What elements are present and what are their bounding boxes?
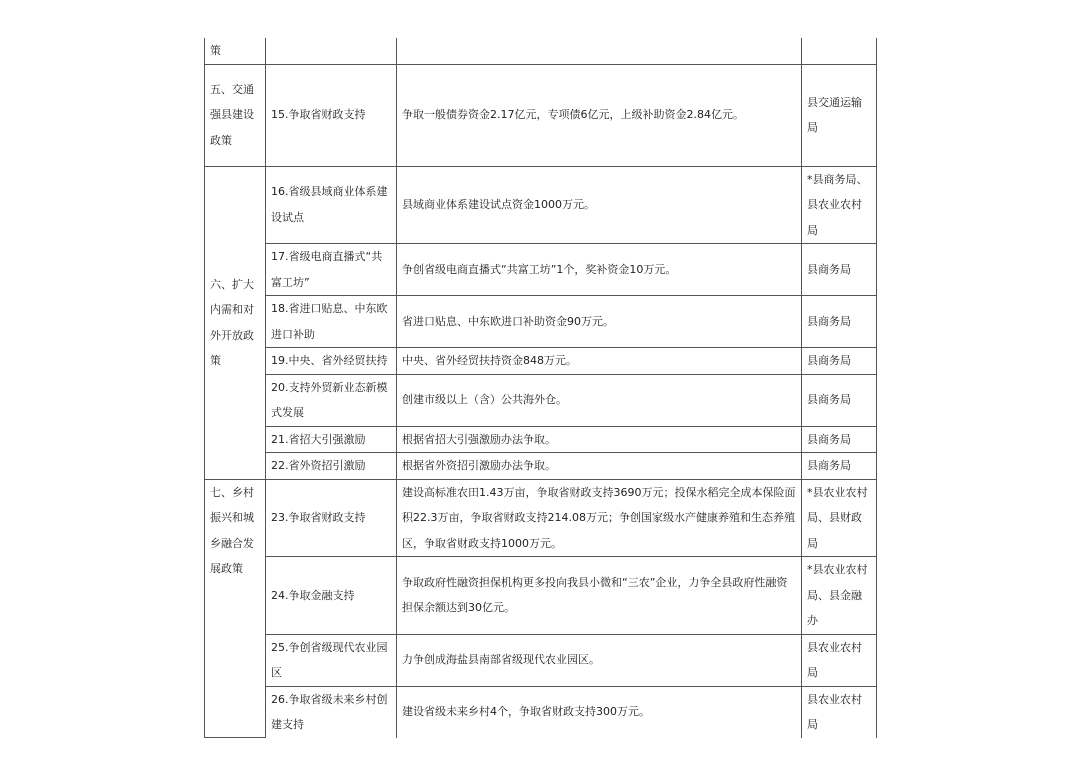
department-cell: *县农业农村局、县金融办 [802, 557, 877, 635]
item-cell: 26.争取省级未来乡村创建支持 [266, 686, 397, 738]
item-cell: 24.争取金融支持 [266, 557, 397, 635]
content-cell: 省进口贴息、中东欧进口补助资金90万元。 [397, 296, 802, 348]
content-cell: 中央、省外经贸扶持资金848万元。 [397, 348, 802, 375]
item-cell: 15.争取省财政支持 [266, 64, 397, 166]
department-cell: *县商务局、县农业农村局 [802, 166, 877, 244]
content-cell: 县域商业体系建设试点资金1000万元。 [397, 166, 802, 244]
item-cell: 25.争创省级现代农业园区 [266, 634, 397, 686]
item-cell: 16.省级县域商业体系建设试点 [266, 166, 397, 244]
department-cell: *县农业农村局、县财政局 [802, 479, 877, 557]
department-cell: 县交通运输局 [802, 64, 877, 166]
table-row [205, 296, 877, 348]
content-cell: 根据省外资招引激励办法争取。 [397, 453, 802, 480]
department-cell: 县商务局 [802, 374, 877, 426]
table-row [205, 479, 877, 557]
content-cell [397, 38, 802, 64]
table-row [205, 453, 877, 480]
category-cell: 五、交通强县建设政策 [205, 64, 266, 166]
item-cell [266, 38, 397, 64]
content-cell: 创建市级以上（含）公共海外仓。 [397, 374, 802, 426]
department-cell: 县商务局 [802, 296, 877, 348]
table-row [205, 426, 877, 453]
category-cell: 七、乡村振兴和城乡融合发展政策 [205, 479, 266, 738]
item-cell: 23.争取省财政支持 [266, 479, 397, 557]
item-cell: 19.中央、省外经贸扶持 [266, 348, 397, 375]
department-cell: 县商务局 [802, 348, 877, 375]
item-cell: 21.省招大引强激励 [266, 426, 397, 453]
table-row [205, 634, 877, 686]
item-cell: 18.省进口贴息、中东欧进口补助 [266, 296, 397, 348]
department-cell: 县商务局 [802, 426, 877, 453]
content-cell: 争取一般债券资金2.17亿元，专项债6亿元，上级补助资金2.84亿元。 [397, 64, 802, 166]
item-cell: 17.省级电商直播式“共富工坊” [266, 244, 397, 296]
table-row [205, 348, 877, 375]
content-cell: 争取政府性融资担保机构更多投向我县小微和“三农”企业，力争全县政府性融资担保余额达到30亿元。 [397, 557, 802, 635]
table-row [205, 557, 877, 635]
content-cell: 建设省级未来乡村4个，争取省财政支持300万元。 [397, 686, 802, 738]
table-row [205, 64, 877, 166]
item-cell: 20.支持外贸新业态新模式发展 [266, 374, 397, 426]
content-cell: 争创省级电商直播式“共富工坊”1个，奖补资金10万元。 [397, 244, 802, 296]
table-row [205, 38, 877, 64]
department-cell: 县农业农村局 [802, 686, 877, 738]
department-cell: 县商务局 [802, 453, 877, 480]
content-cell: 建设高标准农田1.43万亩，争取省财政支持3690万元；投保水稻完全成本保险面积22.3万亩，争取省财政支持214.08万元；争创国家级水产健康养殖和生态养殖区，争取省财政支持1000万元。 [397, 479, 802, 557]
department-cell: 县商务局 [802, 244, 877, 296]
category-cell: 策 [205, 38, 266, 64]
content-cell: 根据省招大引强激励办法争取。 [397, 426, 802, 453]
policy-table [204, 38, 877, 738]
content-cell: 力争创成海盐县南部省级现代农业园区。 [397, 634, 802, 686]
table-row [205, 244, 877, 296]
table-row [205, 686, 877, 738]
table-row [205, 166, 877, 244]
category-cell: 六、扩大内需和对外开放政策 [205, 166, 266, 479]
item-cell: 22.省外资招引激励 [266, 453, 397, 480]
department-cell [802, 38, 877, 64]
table-row [205, 374, 877, 426]
department-cell: 县农业农村局 [802, 634, 877, 686]
